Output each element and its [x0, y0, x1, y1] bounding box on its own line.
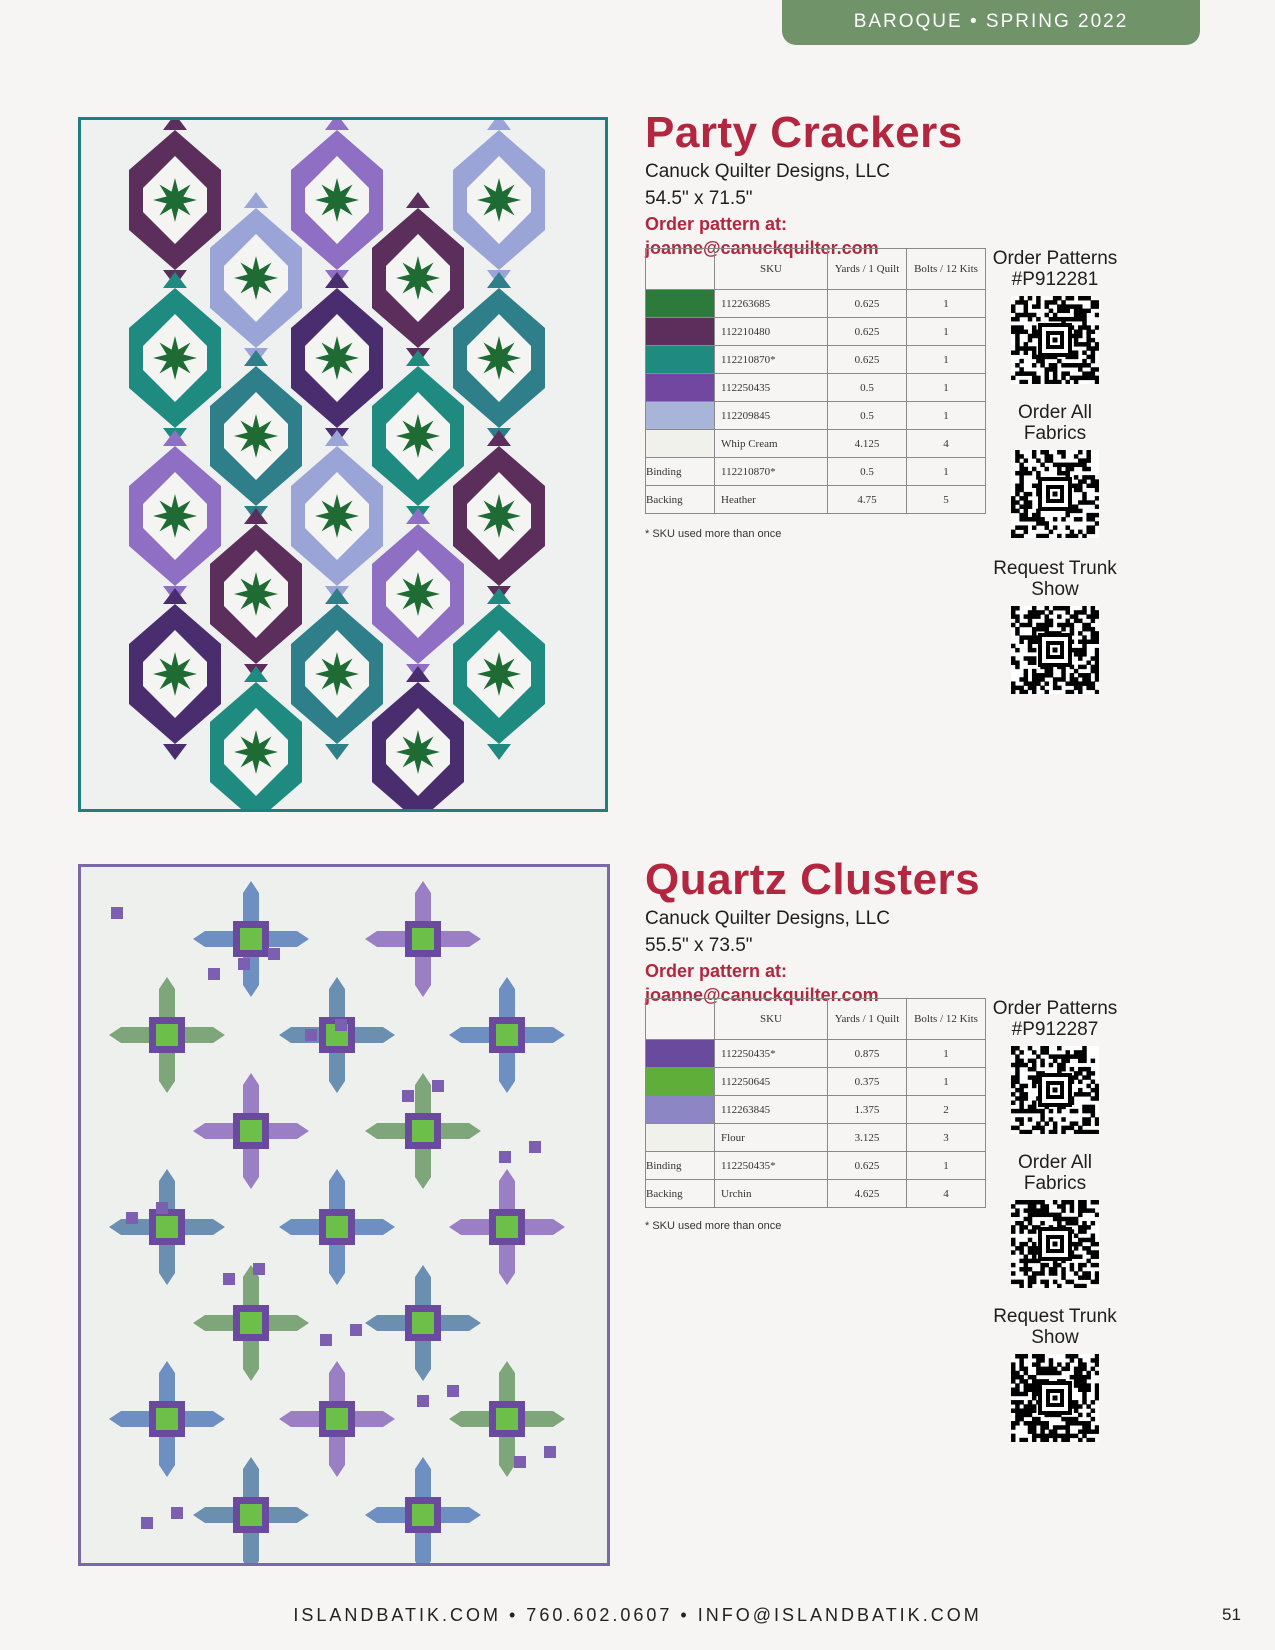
qr-label: Order Patterns #P912281	[992, 248, 1118, 290]
fabric-swatch	[646, 1068, 715, 1096]
table-row: 112209845 0.5 1	[646, 402, 986, 430]
qr-label: Request Trunk Show	[993, 558, 1117, 600]
sku-header: SKU	[715, 249, 828, 290]
qr-order-fabrics-2[interactable]	[985, 1152, 1125, 1288]
qr-code-icon[interactable]	[1011, 450, 1099, 538]
fabric-swatch	[646, 318, 715, 346]
qr-label: Request Trunk Show	[993, 1306, 1117, 1348]
table-row: 112250645 0.375 1	[646, 1068, 986, 1096]
fabric-swatch	[646, 346, 715, 374]
qr-label: Order All Fabrics	[1018, 1152, 1092, 1194]
table-row: 112210480 0.625 1	[646, 318, 986, 346]
qr-trunk-show-2[interactable]	[985, 1306, 1125, 1442]
table-row: Binding 112210870* 0.5 1	[646, 458, 986, 486]
pattern-title: Quartz Clusters	[645, 855, 981, 904]
order-pattern-link[interactable]: Order pattern at: joanne@canuckquilter.com	[645, 961, 879, 1005]
pattern-info-quartz-clusters	[645, 855, 1025, 1007]
sku-header: SKU	[715, 999, 828, 1040]
fabric-table-party-crackers	[645, 248, 986, 514]
bolts-header: Bolts / 12 Kits	[907, 999, 986, 1040]
bolts-header: Bolts / 12 Kits	[907, 249, 986, 290]
fabric-swatch	[646, 430, 715, 458]
party-crackers-quilt-image	[78, 117, 608, 812]
fabric-swatch	[646, 1040, 715, 1068]
table-row: Binding 112250435* 0.625 1	[646, 1152, 986, 1180]
fabric-swatch	[646, 1096, 715, 1124]
pattern-size: 54.5" x 71.5"	[645, 188, 753, 209]
qr-order-fabrics-1[interactable]	[985, 402, 1125, 538]
pattern-designer: Canuck Quilter Designs, LLC	[645, 161, 890, 182]
table-header-row	[646, 249, 986, 290]
sku-footnote: * SKU used more than once	[645, 528, 782, 540]
table-row: 112263845 1.375 2	[646, 1096, 986, 1124]
pattern-designer: Canuck Quilter Designs, LLC	[645, 908, 890, 929]
pattern-size: 55.5" x 73.5"	[645, 935, 753, 956]
yards-header: Yards / 1 Quilt	[828, 999, 907, 1040]
table-row: Whip Cream 4.125 4	[646, 430, 986, 458]
row-label: Binding	[646, 458, 715, 486]
qr-order-patterns-2[interactable]	[985, 998, 1125, 1134]
qr-code-icon[interactable]	[1011, 1200, 1099, 1288]
table-row: 112250435* 0.875 1	[646, 1040, 986, 1068]
row-label: Backing	[646, 486, 715, 514]
yards-header: Yards / 1 Quilt	[828, 249, 907, 290]
table-row: 112210870* 0.625 1	[646, 346, 986, 374]
qr-code-icon[interactable]	[1011, 1046, 1099, 1134]
catalog-tab: BAROQUE • SPRING 2022	[782, 0, 1200, 45]
order-pattern-link[interactable]: Order pattern at: joanne@canuckquilter.com	[645, 214, 879, 258]
sku-footnote: * SKU used more than once	[645, 1220, 782, 1232]
table-row: Backing Urchin 4.625 4	[646, 1180, 986, 1208]
pattern-info-party-crackers	[645, 108, 1025, 260]
fabric-swatch	[646, 290, 715, 318]
table-row: Flour 3.125 3	[646, 1124, 986, 1152]
qr-label: Order All Fabrics	[1018, 402, 1092, 444]
qr-order-patterns-1[interactable]	[985, 248, 1125, 384]
fabric-swatch	[646, 374, 715, 402]
row-label: Backing	[646, 1180, 715, 1208]
qr-code-icon[interactable]	[1011, 296, 1099, 384]
table-row: 112250435 0.5 1	[646, 374, 986, 402]
table-header-row	[646, 999, 986, 1040]
footer-contact: ISLANDBATIK.COM • 760.602.0607 • INFO@ISLANDBATIK.COM	[293, 1605, 982, 1625]
table-row: 112263685 0.625 1	[646, 290, 986, 318]
qr-code-icon[interactable]	[1011, 606, 1099, 694]
qr-code-icon[interactable]	[1011, 1354, 1099, 1442]
fabric-swatch	[646, 1124, 715, 1152]
fabric-swatch	[646, 402, 715, 430]
table-row: Backing Heather 4.75 5	[646, 486, 986, 514]
page-number: 51	[1222, 1605, 1241, 1624]
pattern-title: Party Crackers	[645, 108, 963, 157]
row-label: Binding	[646, 1152, 715, 1180]
qr-trunk-show-1[interactable]	[985, 558, 1125, 694]
qr-label: Order Patterns #P912287	[992, 998, 1118, 1040]
fabric-table-quartz-clusters	[645, 998, 986, 1208]
quartz-clusters-quilt-image	[78, 864, 610, 1566]
